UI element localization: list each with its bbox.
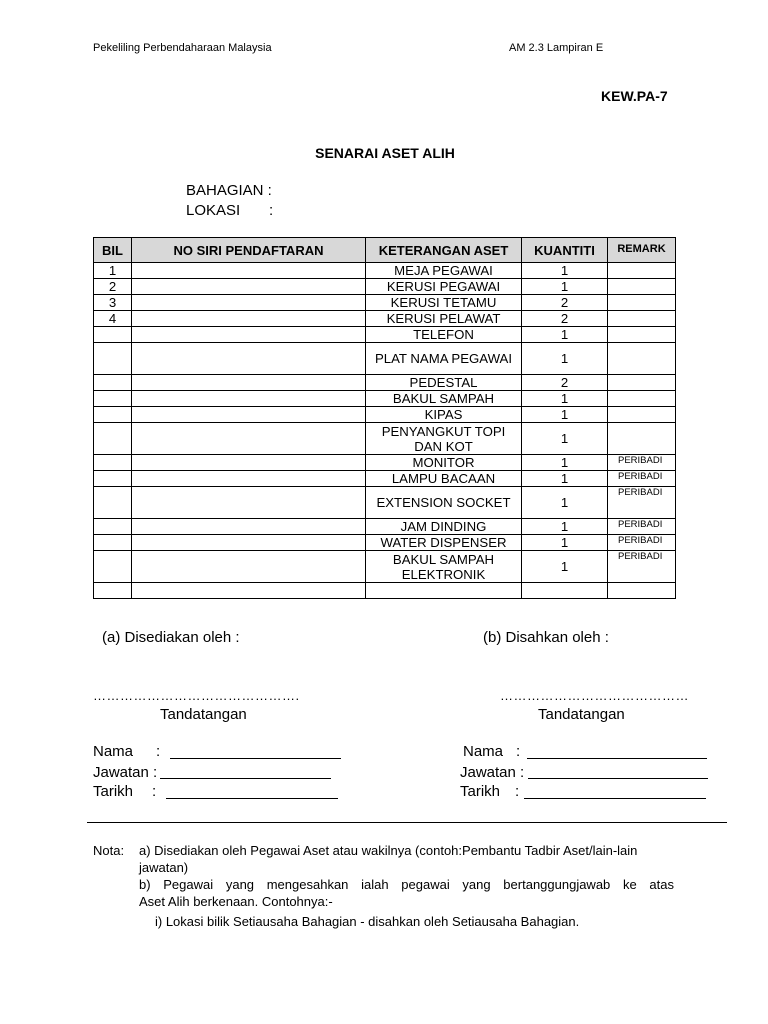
cell-no-siri[interactable] [132, 455, 366, 471]
cell-remark: PERIBADI [608, 487, 676, 519]
table-row [94, 423, 676, 455]
cell-bil [94, 535, 132, 551]
page-title: SENARAI ASET ALIH [315, 145, 455, 161]
cell-no-siri[interactable] [132, 583, 366, 599]
tarikh-label-left: Tarikh [93, 783, 134, 800]
lokasi-label: LOKASI [186, 202, 241, 219]
cell-remark [608, 375, 676, 391]
table-row [94, 391, 676, 407]
table-header-row [94, 238, 676, 263]
cell-no-siri[interactable] [132, 375, 366, 391]
cell-bil [94, 519, 132, 535]
cell-keterangan: KERUSI PEGAWAI [366, 279, 522, 295]
cell-remark: PERIBADI [608, 535, 676, 551]
cell-no-siri[interactable] [132, 327, 366, 343]
table-row-empty [94, 583, 676, 599]
cell-remark: PERIBADI [608, 455, 676, 471]
cell-kuantiti: 1 [522, 423, 608, 455]
signature-dots-left[interactable]: ………………………………………. [93, 688, 300, 703]
cell-no-siri[interactable] [132, 471, 366, 487]
cell-kuantiti: 1 [522, 327, 608, 343]
nama-colon-right: : [516, 743, 521, 760]
asset-table [93, 237, 676, 599]
cell-remark [608, 423, 676, 455]
cell-bil [94, 423, 132, 455]
cell-no-siri[interactable] [132, 391, 366, 407]
cell-kuantiti: 2 [522, 295, 608, 311]
cell-remark [608, 583, 676, 599]
nama-colon-left: : [156, 743, 161, 760]
cell-keterangan: KERUSI TETAMU [366, 295, 522, 311]
note-a-line2: jawatan) [139, 860, 189, 875]
table-row [94, 327, 676, 343]
cell-keterangan [366, 583, 522, 599]
tarikh-label-right: Tarikh [460, 783, 501, 800]
header-appendix-ref: AM 2.3 Lampiran E [509, 42, 604, 54]
cell-no-siri[interactable] [132, 535, 366, 551]
cell-no-siri[interactable] [132, 311, 366, 327]
tarikh-field-left[interactable] [166, 785, 338, 799]
section-divider [87, 822, 727, 823]
cell-kuantiti: 1 [522, 519, 608, 535]
table-row [94, 375, 676, 391]
tarikh-colon-right: : [515, 783, 520, 800]
col-header-bil: BIL [94, 238, 132, 263]
cell-no-siri[interactable] [132, 519, 366, 535]
cell-kuantiti: 1 [522, 279, 608, 295]
cell-no-siri[interactable] [132, 343, 366, 375]
nama-field-left[interactable] [170, 745, 341, 759]
tandatangan-right: Tandatangan [538, 706, 625, 723]
table-row [94, 407, 676, 423]
cell-keterangan: KERUSI PELAWAT [366, 311, 522, 327]
cell-remark: PERIBADI [608, 551, 676, 583]
note-a-line1: a) Disediakan oleh Pegawai Aset atau wakilnya (contoh:Pembantu Tadbir Aset/lain-lain [139, 843, 638, 858]
cell-bil [94, 407, 132, 423]
cell-remark [608, 311, 676, 327]
cell-no-siri[interactable] [132, 295, 366, 311]
cell-no-siri[interactable] [132, 551, 366, 583]
cell-keterangan: MEJA PEGAWAI [366, 263, 522, 279]
cell-bil [94, 327, 132, 343]
tarikh-field-right[interactable] [524, 785, 706, 799]
jawatan-label-right: Jawatan : [460, 764, 525, 781]
note-i-line: i) Lokasi bilik Setiausaha Bahagian - disahkan oleh Setiausaha Bahagian. [155, 914, 580, 929]
cell-kuantiti: 1 [522, 487, 608, 519]
cell-remark [608, 407, 676, 423]
table-row [94, 295, 676, 311]
cell-kuantiti: 1 [522, 455, 608, 471]
table-row [94, 519, 676, 535]
cell-keterangan: PENYANGKUT TOPI DAN KOT [366, 423, 522, 455]
cell-remark [608, 343, 676, 375]
note-b-line1: b) Pegawai yang mengesahkan ialah pegawai yang bertanggungjawab ke atas [139, 877, 674, 892]
cell-bil [94, 583, 132, 599]
table-row [94, 551, 676, 583]
cell-bil [94, 375, 132, 391]
cell-keterangan: EXTENSION SOCKET [366, 487, 522, 519]
cell-remark [608, 279, 676, 295]
note-b-line2: Aset Alih berkenaan. Contohnya:- [139, 894, 333, 909]
cell-bil [94, 471, 132, 487]
cell-keterangan: PEDESTAL [366, 375, 522, 391]
col-header-kuantiti: KUANTITI [522, 238, 608, 263]
cell-bil: 3 [94, 295, 132, 311]
cell-kuantiti: 2 [522, 375, 608, 391]
cell-kuantiti: 1 [522, 343, 608, 375]
table-row [94, 535, 676, 551]
table-row [94, 455, 676, 471]
cell-keterangan: LAMPU BACAAN [366, 471, 522, 487]
approved-by-label: (b) Disahkan oleh : [483, 629, 609, 646]
cell-bil [94, 455, 132, 471]
table-row [94, 263, 676, 279]
prepared-by-label: (a) Disediakan oleh : [102, 629, 240, 646]
cell-kuantiti: 1 [522, 471, 608, 487]
cell-keterangan: BAKUL SAMPAH [366, 391, 522, 407]
tandatangan-left: Tandatangan [160, 706, 247, 723]
cell-kuantiti: 1 [522, 391, 608, 407]
cell-remark [608, 391, 676, 407]
jawatan-field-left[interactable] [160, 765, 331, 779]
tarikh-colon-left: : [152, 783, 157, 800]
cell-bil [94, 343, 132, 375]
note-label: Nota: [93, 843, 125, 858]
cell-keterangan: MONITOR [366, 455, 522, 471]
nama-label-left: Nama [93, 743, 134, 760]
cell-keterangan: TELEFON [366, 327, 522, 343]
form-code: KEW.PA-7 [601, 88, 668, 104]
jawatan-field-right[interactable] [528, 765, 708, 779]
cell-remark [608, 327, 676, 343]
cell-no-siri[interactable] [132, 487, 366, 519]
cell-kuantiti: 1 [522, 263, 608, 279]
cell-keterangan: BAKUL SAMPAH ELEKTRONIK [366, 551, 522, 583]
cell-no-siri[interactable] [132, 407, 366, 423]
cell-kuantiti: 1 [522, 535, 608, 551]
nama-field-right[interactable] [527, 745, 707, 759]
table-row [94, 471, 676, 487]
cell-remark [608, 263, 676, 279]
table-row [94, 487, 676, 519]
header-circular-title: Pekeliling Perbendaharaan Malaysia [93, 42, 272, 54]
cell-keterangan: WATER DISPENSER [366, 535, 522, 551]
col-header-keterangan: KETERANGAN ASET [366, 238, 522, 263]
cell-no-siri[interactable] [132, 279, 366, 295]
cell-keterangan: PLAT NAMA PEGAWAI [366, 343, 522, 375]
signature-dots-right[interactable]: …………………………………… [500, 688, 689, 703]
table-row [94, 343, 676, 375]
lokasi-colon: : [269, 202, 274, 219]
cell-no-siri[interactable] [132, 423, 366, 455]
nama-label-right: Nama [463, 743, 504, 760]
cell-kuantiti: 1 [522, 407, 608, 423]
cell-remark: PERIBADI [608, 471, 676, 487]
cell-keterangan: JAM DINDING [366, 519, 522, 535]
jawatan-label-left: Jawatan : [93, 764, 158, 781]
bahagian-label: BAHAGIAN : [186, 182, 272, 199]
col-header-no-siri: NO SIRI PENDAFTARAN [132, 238, 366, 263]
cell-bil [94, 487, 132, 519]
cell-kuantiti: 2 [522, 311, 608, 327]
cell-keterangan: KIPAS [366, 407, 522, 423]
col-header-remark: REMARK [608, 238, 676, 263]
cell-no-siri[interactable] [132, 263, 366, 279]
cell-bil: 4 [94, 311, 132, 327]
table-row [94, 311, 676, 327]
cell-remark: PERIBADI [608, 519, 676, 535]
cell-bil: 2 [94, 279, 132, 295]
cell-remark [608, 295, 676, 311]
cell-kuantiti: 1 [522, 551, 608, 583]
cell-bil: 1 [94, 263, 132, 279]
cell-bil [94, 391, 132, 407]
cell-kuantiti [522, 583, 608, 599]
table-row [94, 279, 676, 295]
cell-bil [94, 551, 132, 583]
